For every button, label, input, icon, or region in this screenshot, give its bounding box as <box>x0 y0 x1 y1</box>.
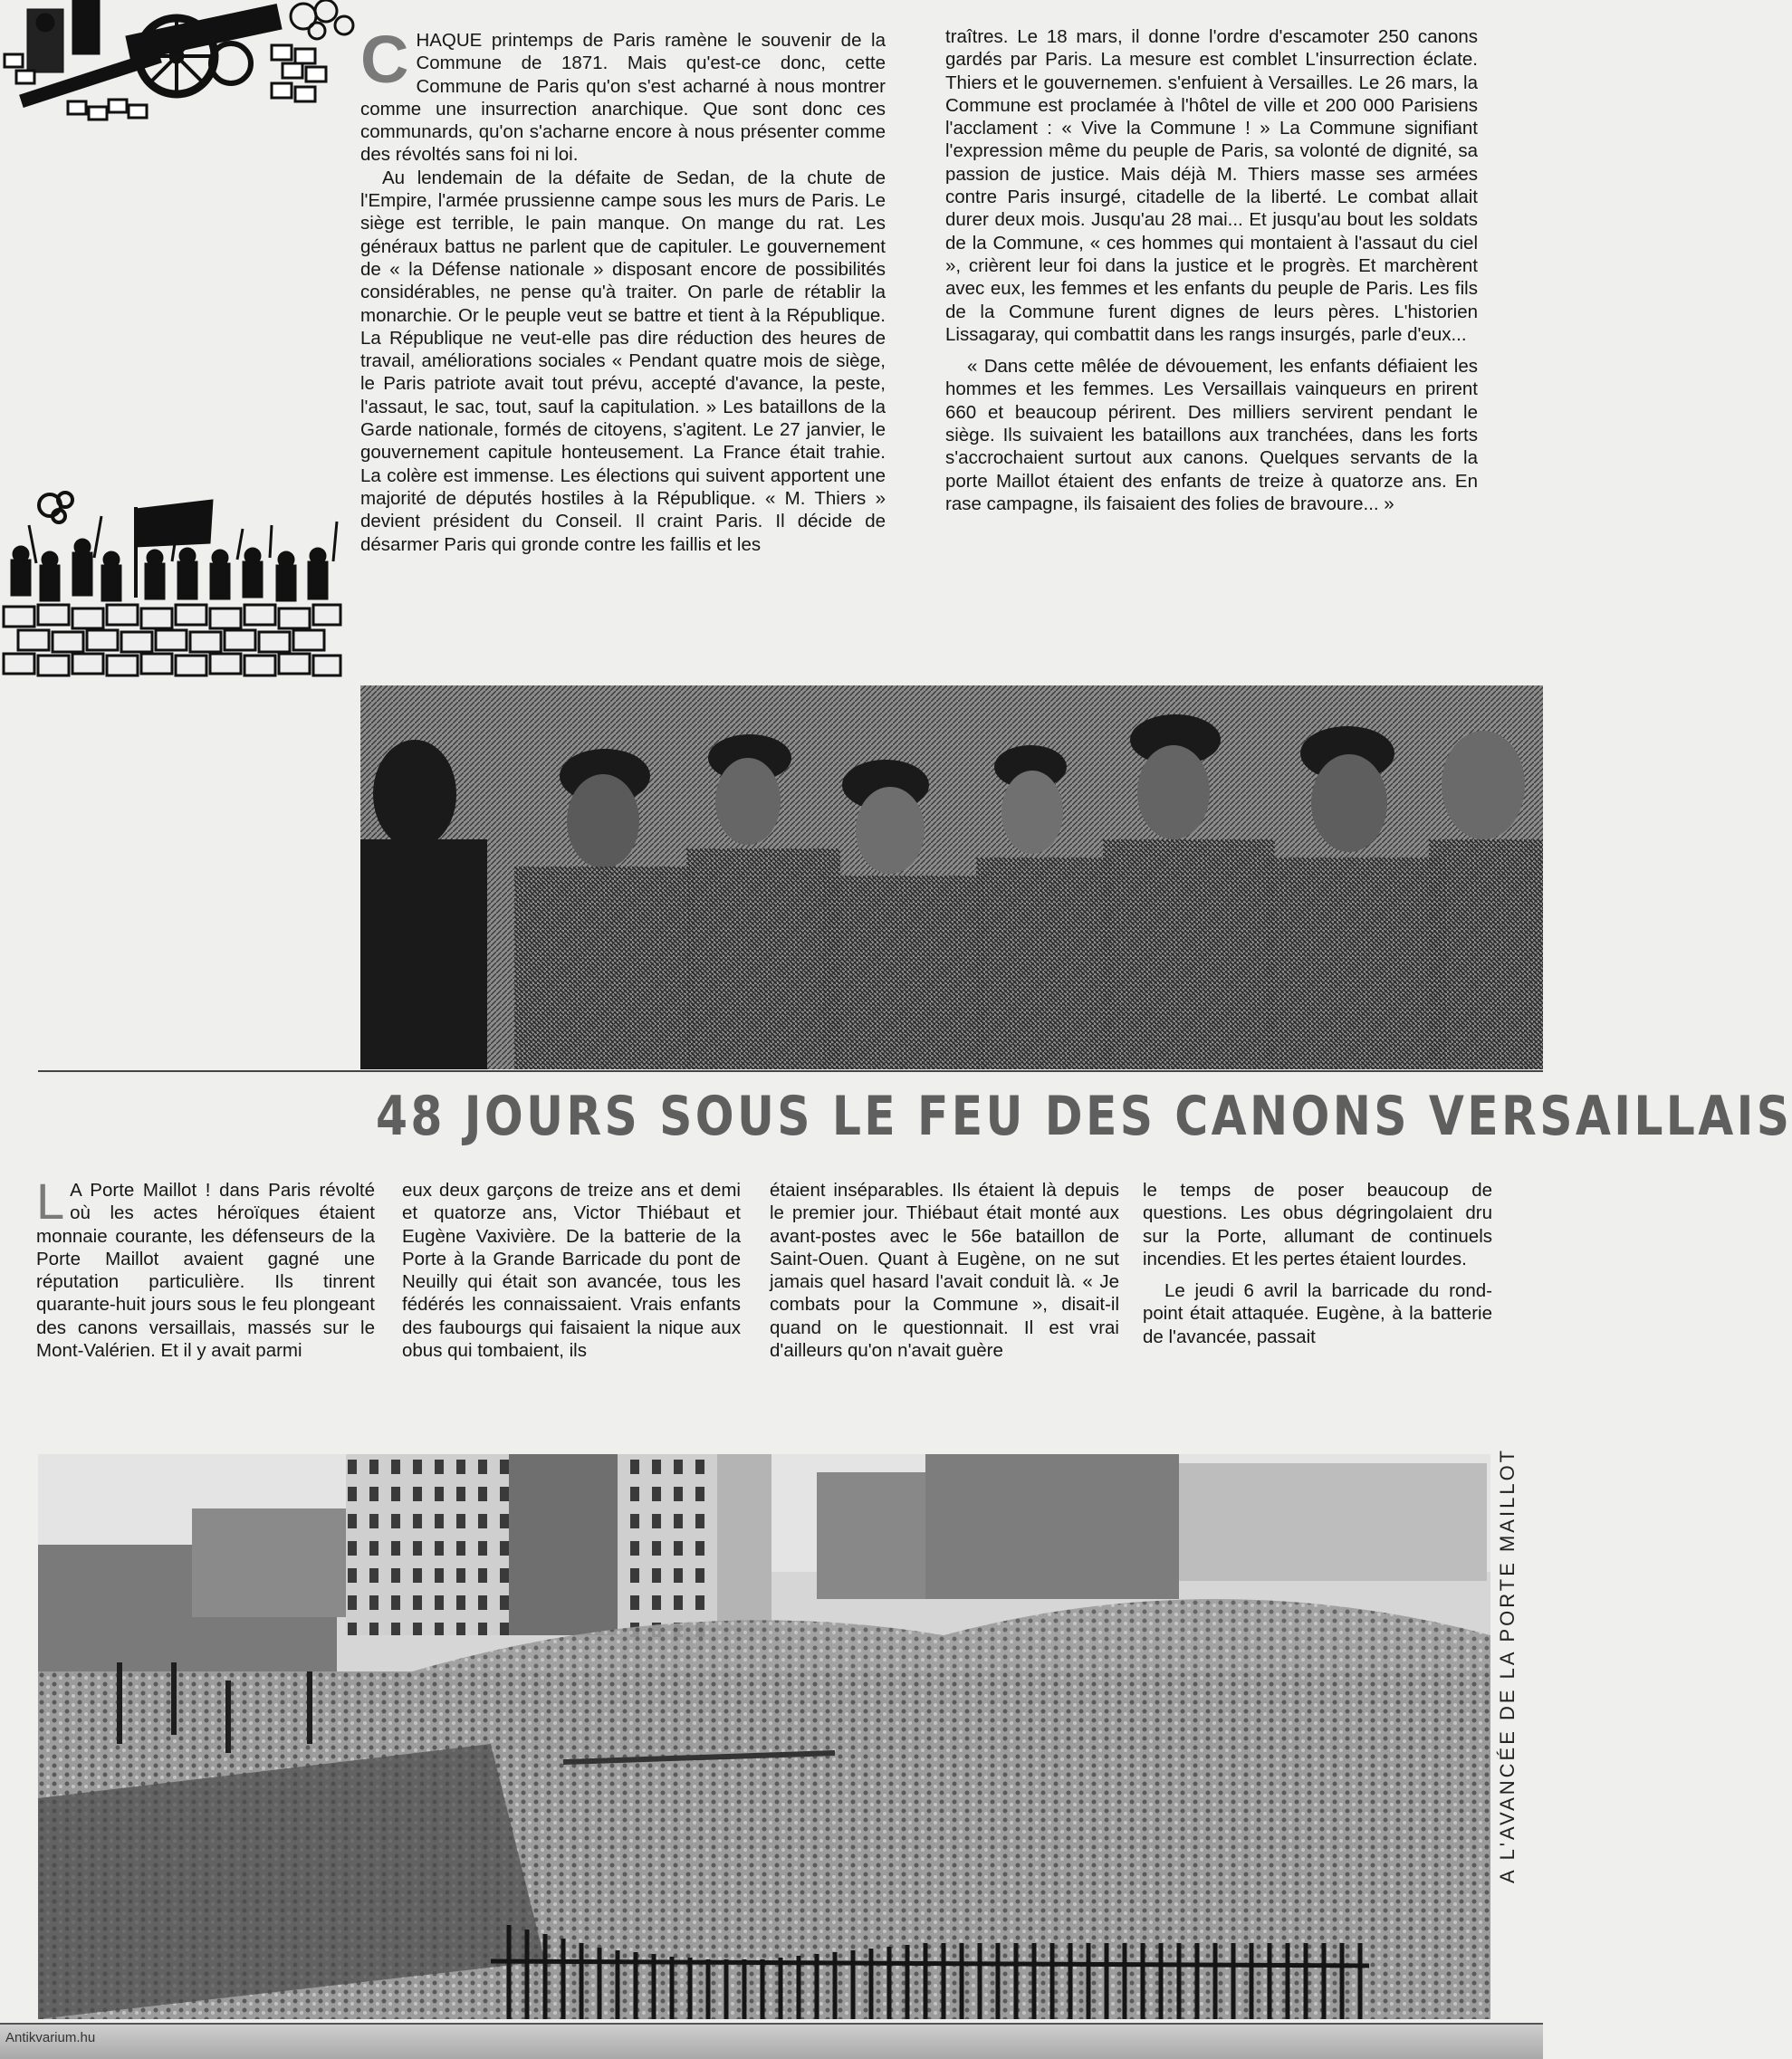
bottom-strip <box>0 2023 1543 2059</box>
story-paragraph-3: étaient inséparables. Ils étaient là depuis le premier jour. Thiébaut était monté aux avant-postes avec le 56e bataillon de Saint-Ouen. Quant à Eugène, on ne sut jamais quel hasard l'avait conduit là. « Je combats pour la Commune », disait-il quand on le questionnait. Il est vrai d'ailleurs qu'on n'avait guère <box>770 1180 1119 1362</box>
headline-rule <box>38 1070 1543 1072</box>
story-column-4 <box>1143 1179 1492 1348</box>
intro-paragraph-3: traîtres. Le 18 mars, il donne l'ordre d'escamoter 250 canons gardés par Paris. La mesure est comblet L'insurrection éclate. Thiers et le gouvernemen. s'enfuient à Versailles. Le 26 mars, la Commune est proclamée à l'hôtel de ville et 200 000 Parisiens l'acclament : « Vive la Commune ! » La Commune signifiant l'expression même du peuple de Paris, sa volonté de dignité, sa passion de justice. Mais déjà M. Thiers masse ses armées contre Paris insurgé, citadelle de la liberté. Le combat allait durer deux mois. Jusqu'au 28 mai... Et jusqu'au bout les soldats de la Commune, « ces hommes qui montaient à l'assaut du ciel », crièrent leur foi dans la justice et le progrès. Et marchèrent avec eux, les femmes et les enfants du peuple de Paris. Les fils de la Commune furent dignes de leurs pères. L'historien Lissagaray, qui combattit dans les rangs insurgés, parle d'eux... <box>945 26 1478 345</box>
headline: 48 JOURS SOUS LE FEU DES CANONS VERSAILLAIS <box>376 1085 1792 1148</box>
watermark-text: Antikvarium.hu <box>5 2030 96 2045</box>
cannon-illustration <box>0 0 362 136</box>
intro-quote-paragraph: « Dans cette mêlée de dévouement, les enfants défiaient les hommes et les femmes. Les Versaillais vainqueurs en prirent 660 et beaucoup périrent. Des milliers servirent pendant le siège. Ils suivaient les bataillons aux tranchées, dans les forts s'accrochaient surtout aux canons. Quelques servants de la porte Maillot étaient des enfants de treize à quatorze ans. En rase campagne, ils faisaient des folies de bravoure... » <box>945 356 1478 514</box>
crowd-engraving-image <box>360 685 1543 1069</box>
story-column-1 <box>36 1173 375 1362</box>
photo-caption-vertical: A L'AVANCÉE DE LA PORTE MAILLOT <box>1496 1447 1519 1883</box>
ruins-photo <box>38 1454 1490 2019</box>
intro-column-1 <box>360 22 886 556</box>
story-paragraph-4: le temps de poser beaucoup de questions. Les obus dégringolaient dru sur la Porte, allumant de continuels incendies. Et les pertes étaient lourdes. <box>1143 1180 1492 1269</box>
intro-column-2 <box>945 25 1478 515</box>
barricade-illustration <box>0 489 344 690</box>
story-paragraph-2: eux deux garçons de treize ans et demi et quatorze ans, Victor Thiébaut et Eugène Vaxivière. De la batterie de la Porte à la Grande Barricade du pont de Neuilly qui était son avancée, tous les fédérés les connaissaient. Vrais enfants des faubourgs qui faisaient la nique aux obus qui tombaient, ils <box>402 1180 741 1362</box>
intro-paragraph-1: HAQUE printemps de Paris ramène le souvenir de la Commune de 1871. Mais qu'est-ce donc, cette Commune de Paris qu'on s'est acharné à nous montrer comme une insurrection anarchique. Que sont donc ces communards, qu'on s'acharne encore à nous présenter comme des révoltés sans foi ni loi. <box>360 30 886 166</box>
intro-paragraph-2: Au lendemain de la défaite de Sedan, de la chute de l'Empire, l'armée prussienne campe sous les murs de Paris. Le siège est terrible, le pain manque. On mange du rat. Les généraux battus ne parlent que de capituler. Le gouvernement de « la Défense nationale » disposant encore de possibilités considérables, ne pense qu'à traiter. On parle de rétablir la monarchie. Or le peuple veut se battre et tient à la République. La République ne veut-elle pas dire réduction des heures de travail, améliorations sociales « Pendant quatre mois de siège, le Paris patriote avait tout prévu, accepté d'avance, la peste, l'assaut, le sac, tout, sauf la capitulation. » Les bataillons de la Garde nationale, formés de citoyens, s'agitent. Le 27 janvier, le gouvernement capitule honteusement. La France était trahie. La colère est immense. Les élections qui suivent apportent une majorité de députés hostiles à la République. « M. Thiers » devient président du Conseil. Il craint Paris. Il décide de désarmer Paris qui gronde contre les faillis et les <box>360 167 886 555</box>
story-paragraph-5: Le jeudi 6 avril la barricade du rond-point était attaquée. Eugène, à la batterie de l'avancée, passait <box>1143 1280 1492 1347</box>
story-paragraph-1: A Porte Maillot ! dans Paris révolté où les actes héroïques étaient monnaie courante, les défenseurs de la Porte Maillot avaient gagné une réputation particulière. Ils tinrent quarante-huit jours sous le feu plongeant des canons versaillais, massés sur le Mont-Valérien. Et il y avait parmi <box>36 1180 375 1362</box>
story-dropcap: L <box>36 1173 65 1230</box>
story-column-2 <box>402 1179 741 1362</box>
story-column-3 <box>770 1179 1119 1362</box>
intro-dropcap: C <box>360 22 409 97</box>
